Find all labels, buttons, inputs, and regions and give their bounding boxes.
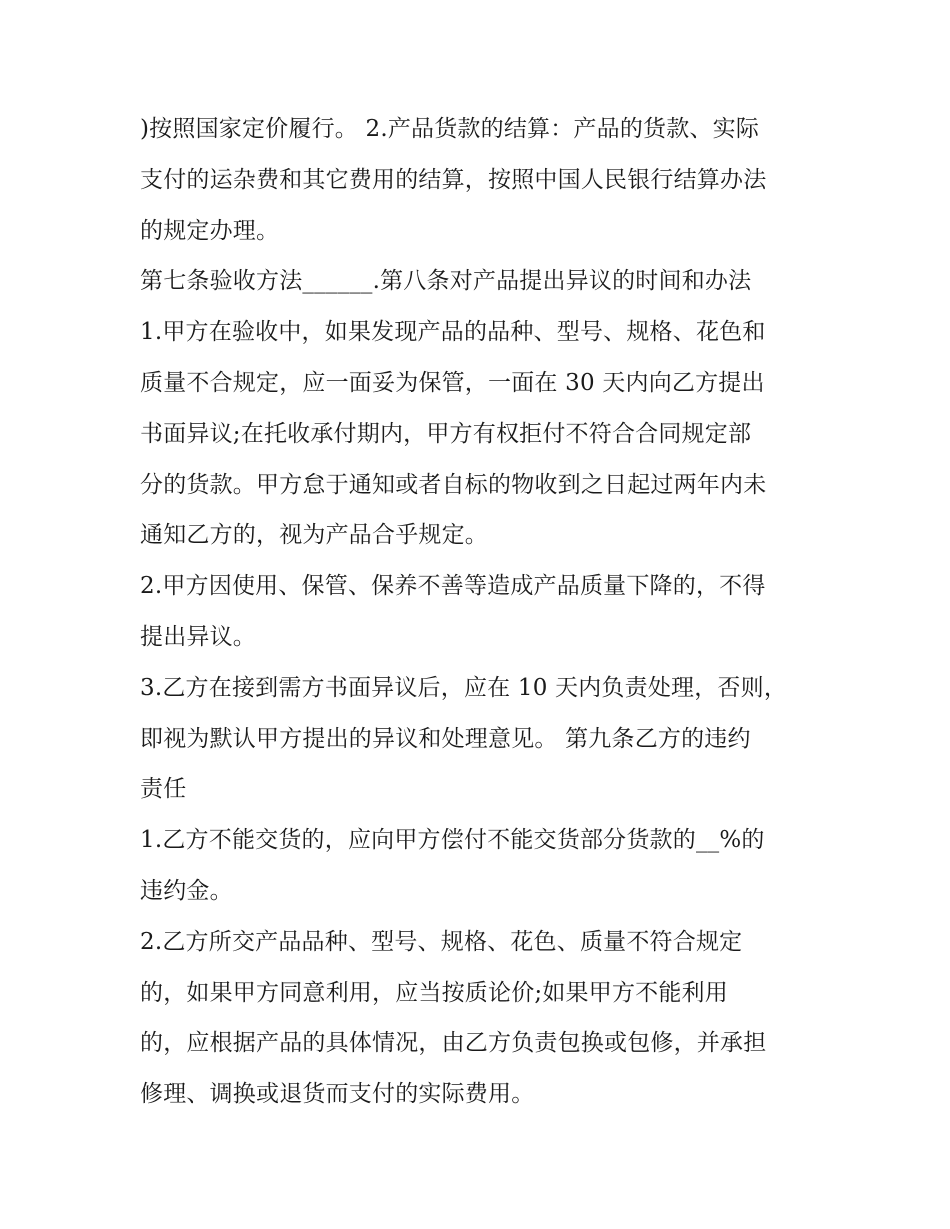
text-line-18: 的，如果甲方同意利用，应当按质论价;如果甲方不能利用 bbox=[140, 979, 728, 1006]
text-line-10: 2.甲方因使用、保管、保养不善等造成产品质量下降的，不得 bbox=[140, 573, 766, 600]
text-line-17: 2.乙方所交产品品种、型号、规格、花色、质量不符合规定 bbox=[140, 928, 743, 955]
text-line-6: 质量不合规定，应一面妥为保管，一面在 30 天内向乙方提出 bbox=[140, 369, 765, 396]
text-line-11: 提出异议。 bbox=[140, 623, 256, 650]
text-line-14: 责任 bbox=[140, 776, 187, 803]
text-line-8: 分的货款。甲方怠于通知或者自标的物收到之日起过两年内未 bbox=[140, 471, 767, 498]
text-line-1: )按照国家定价履行。 2.产品货款的结算：产品的货款、实际 bbox=[140, 116, 760, 142]
text-line-20: 修理、调换或退货而支付的实际费用。 bbox=[140, 1081, 535, 1108]
text-line-15: 1.乙方不能交货的，应向甲方偿付不能交货部分货款的__%的 bbox=[140, 827, 765, 854]
text-line-4: 第七条验收方法______.第八条对产品提出异议的时间和办法 bbox=[140, 268, 752, 295]
text-line-7: 书面异议;在托收承付期内，甲方有权拒付不符合合同规定部 bbox=[140, 420, 752, 447]
text-line-19: 的，应根据产品的具体情况，由乙方负责包换或包修，并承担 bbox=[140, 1030, 767, 1057]
contract-text-body bbox=[140, 104, 820, 1120]
text-line-12: 3.乙方在接到需方书面异议后，应在 10 天内负责处理，否则， bbox=[140, 674, 788, 701]
text-line-5: 1.甲方在验收中，如果发现产品的品种、型号、规格、花色和 bbox=[140, 319, 766, 346]
text-line-2: 支付的运杂费和其它费用的结算，按照中国人民银行结算办法 bbox=[140, 166, 767, 193]
text-line-13: 即视为默认甲方提出的异议和处理意见。 第九条乙方的违约 bbox=[140, 725, 751, 752]
text-line-9: 通知乙方的，视为产品合乎规定。 bbox=[140, 522, 488, 549]
text-line-3: 的规定办理。 bbox=[140, 217, 280, 244]
text-line-16: 违约金。 bbox=[140, 877, 233, 904]
